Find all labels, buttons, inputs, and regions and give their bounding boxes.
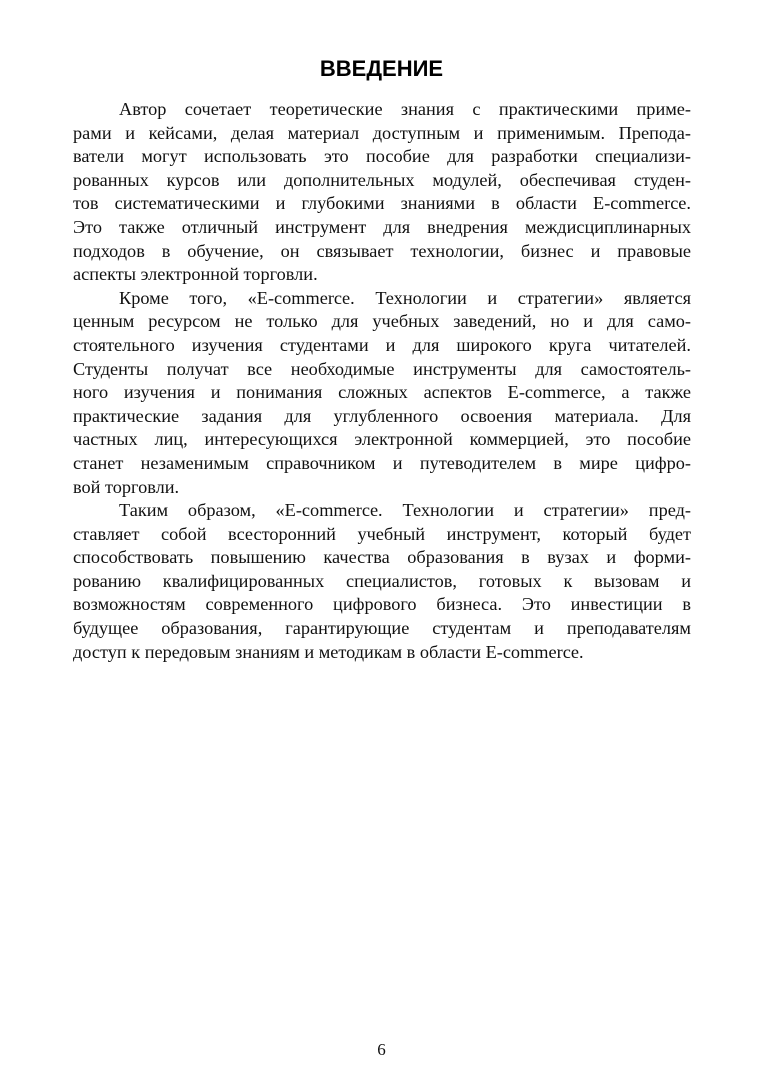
paragraph-line: рованию квалифицированных специалистов, готовых к вызовам и bbox=[73, 570, 691, 591]
paragraph-line: рами и кейсами, делая материал доступным и применимым. Препода- bbox=[73, 122, 691, 143]
paragraph-line: Кроме того, «E-commerce. Технологии и стратегии» является bbox=[119, 287, 691, 308]
page-title: ВВЕДЕНИЕ bbox=[319, 56, 444, 81]
paragraph-line: способствовать повышению качества образования в вузах и форми- bbox=[73, 547, 691, 568]
paragraph-line: доступ к передовым знаниям и методикам в области E-commerce. bbox=[73, 641, 584, 662]
paragraph-line: ценным ресурсом не только для учебных заведений, но и для само- bbox=[73, 311, 691, 332]
paragraph-1 bbox=[73, 98, 691, 287]
paragraph-line: возможностям современного цифрового бизнеса. Это инвестиции в bbox=[73, 594, 691, 615]
paragraph-line: будущее образования, гарантирующие студентам и преподавателям bbox=[73, 618, 691, 639]
paragraph-line: подходов в обучение, он связывает технологии, бизнес и правовые bbox=[73, 240, 691, 261]
paragraph-line: вой торговли. bbox=[73, 476, 180, 497]
paragraph-3 bbox=[73, 499, 691, 664]
paragraph-line: Это также отличный инструмент для внедрения междисциплинарных bbox=[73, 216, 691, 237]
paragraph-line: частных лиц, интересующихся электронной коммерцией, это пособие bbox=[73, 429, 691, 450]
paragraph-line: рованных курсов или дополнительных модулей, обеспечивая студен- bbox=[73, 169, 691, 190]
paragraph-line: Студенты получат все необходимые инструменты для самостоятель- bbox=[73, 358, 691, 379]
paragraph-line: практические задания для углубленного освоения материала. Для bbox=[73, 405, 691, 426]
page-number: 6 bbox=[377, 1040, 386, 1059]
body-text bbox=[73, 98, 691, 664]
paragraph-line: ного изучения и понимания сложных аспектов E-commerce, а также bbox=[73, 382, 691, 403]
paragraph-2 bbox=[73, 287, 691, 499]
paragraph-line: тов систематическими и глубокими знаниями в области E-commerce. bbox=[73, 193, 691, 214]
paragraph-line: ставляет собой всесторонний учебный инструмент, который будет bbox=[73, 523, 691, 544]
paragraph-line: аспекты электронной торговли. bbox=[73, 264, 318, 285]
paragraph-line: ватели могут использовать это пособие для разработки специализи- bbox=[73, 146, 691, 167]
paragraph-line: станет незаменимым справочником и путеводителем в мире цифро- bbox=[73, 452, 691, 473]
paragraph-line: стоятельного изучения студентами и для широкого круга читателей. bbox=[73, 334, 691, 355]
paragraph-line: Автор сочетает теоретические знания с практическими приме- bbox=[119, 99, 691, 119]
paragraph-line: Таким образом, «E-commerce. Технологии и стратегии» пред- bbox=[119, 500, 691, 521]
